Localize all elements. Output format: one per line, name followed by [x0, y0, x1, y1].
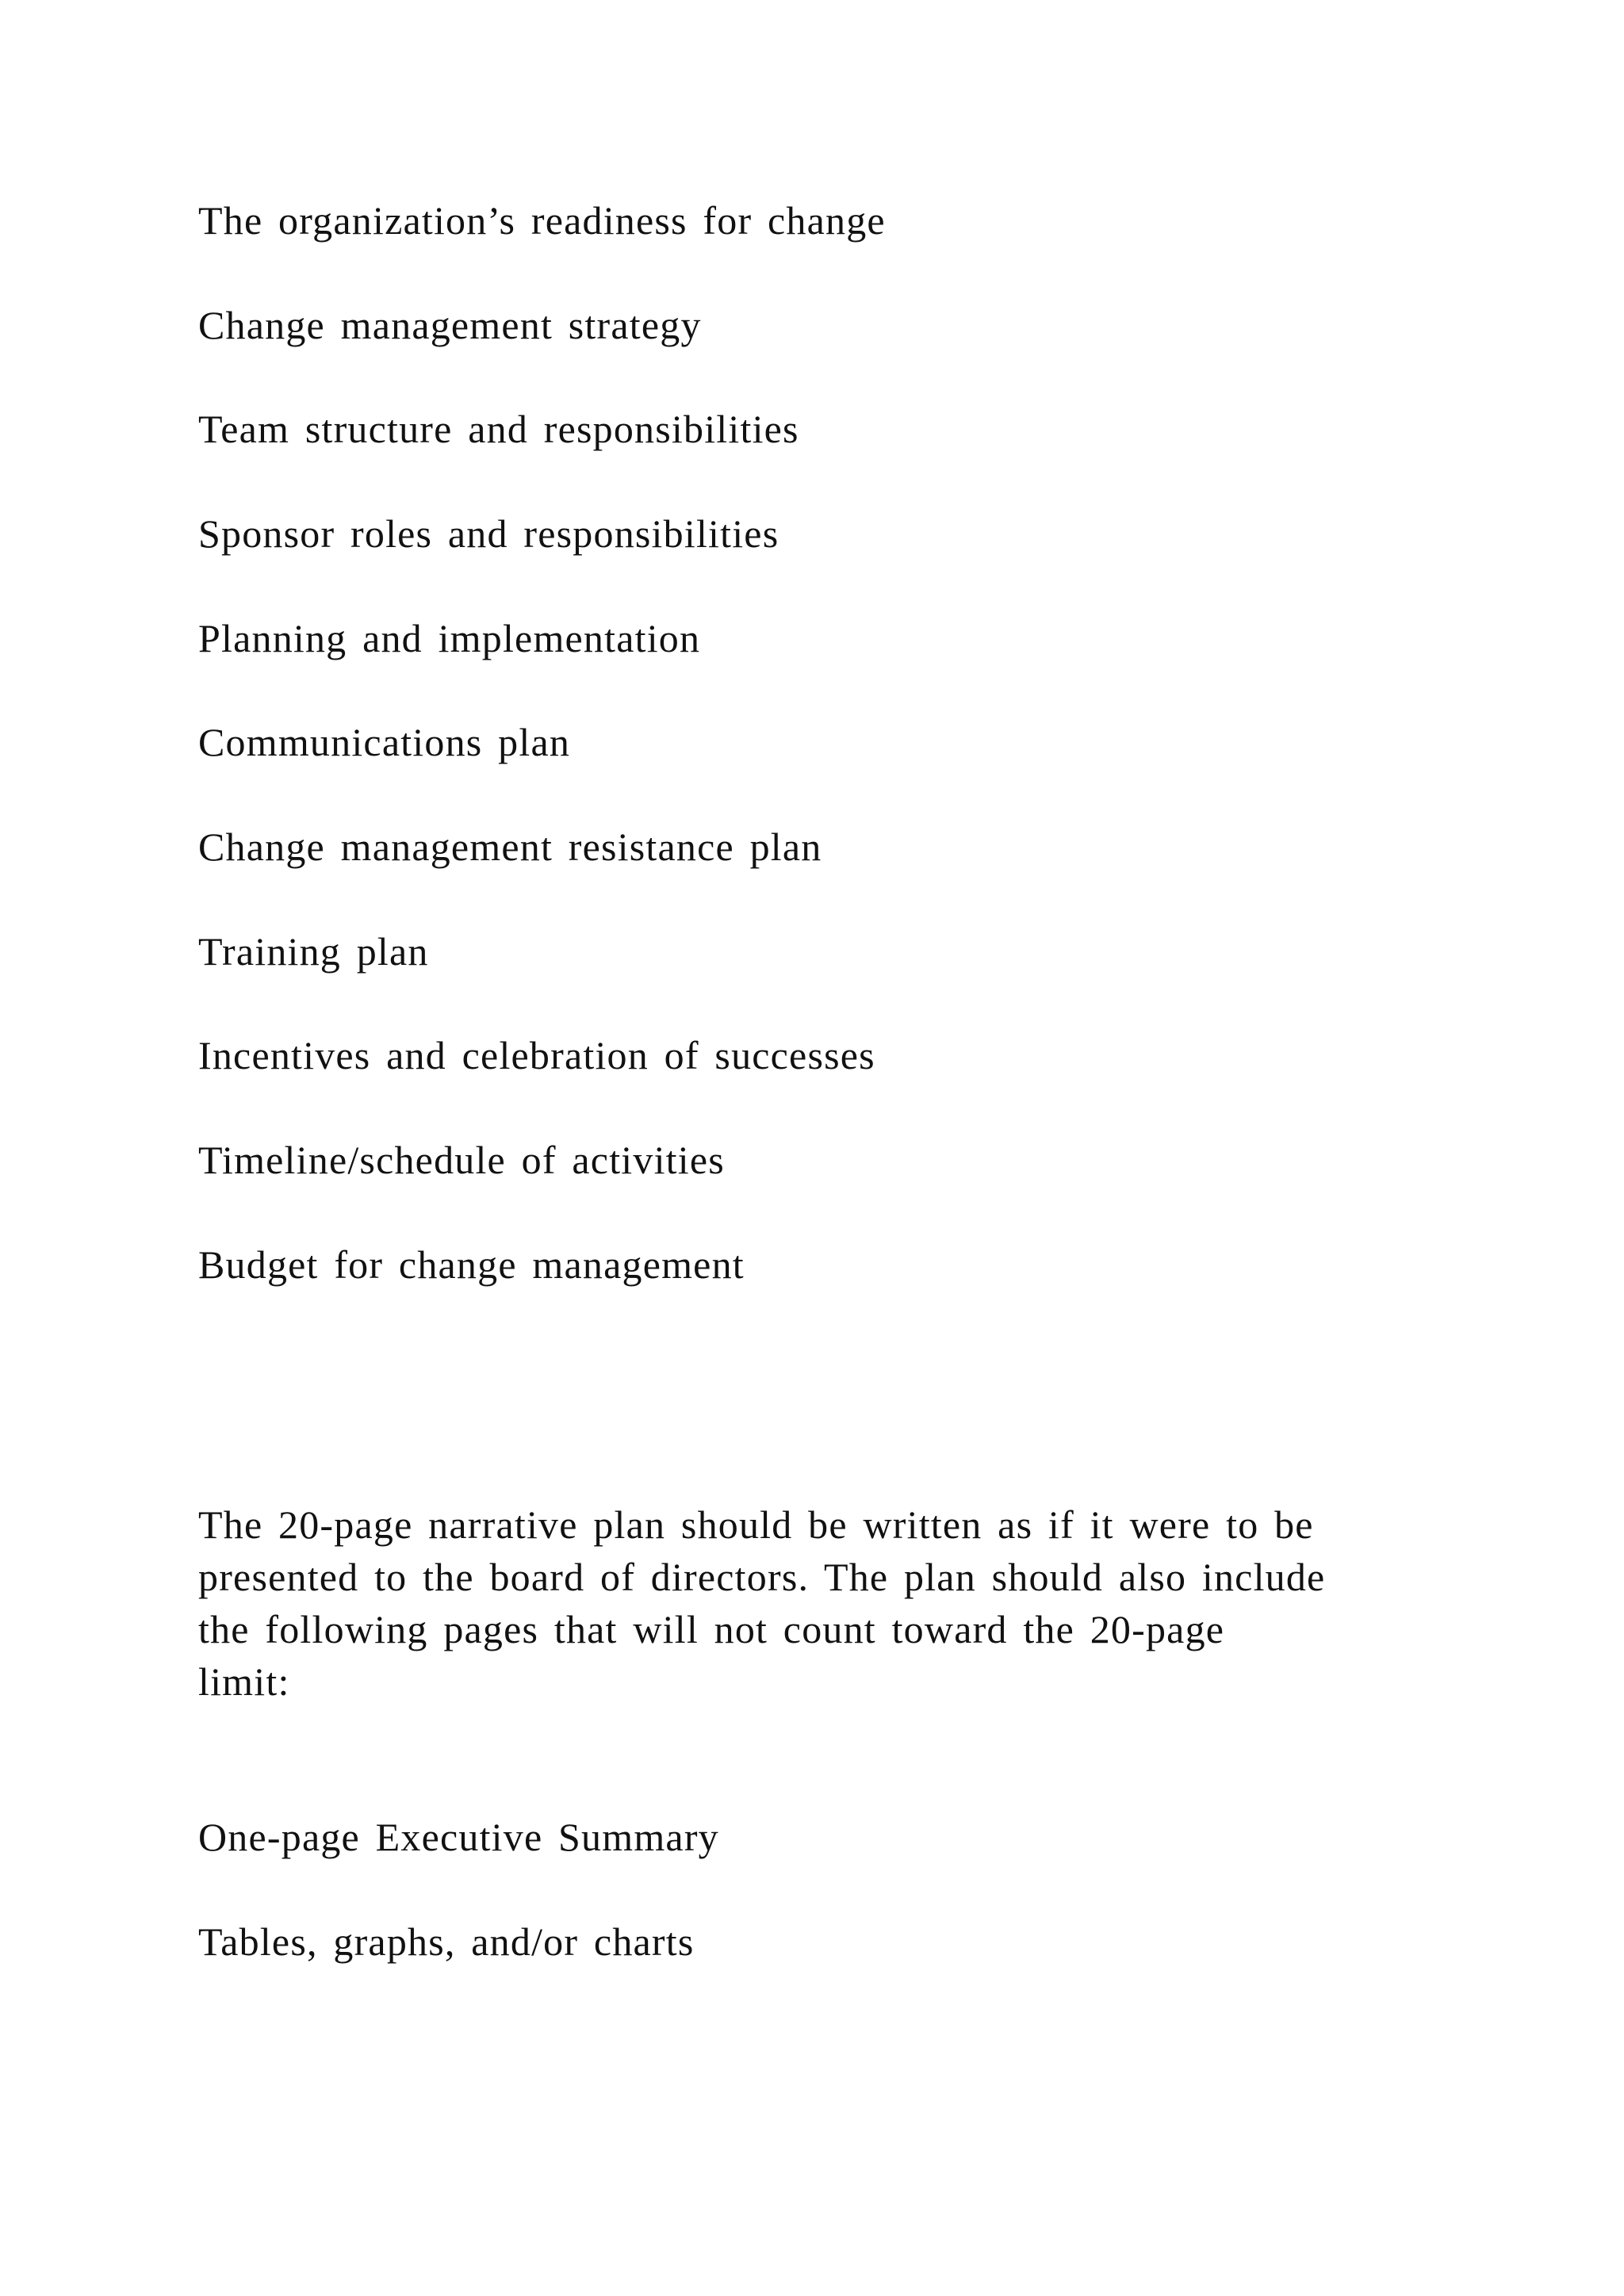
list-item-sponsor-roles: Sponsor roles and responsibilities — [198, 511, 779, 556]
list-item-training: Training plan — [198, 929, 429, 974]
list-item-timeline: Timeline/schedule of activities — [198, 1138, 725, 1182]
list-item-resistance-plan: Change management resistance plan — [198, 825, 822, 869]
list-item-team-structure: Team structure and responsibilities — [198, 407, 799, 451]
list-item-executive-summary: One-page Executive Summary — [198, 1815, 719, 1859]
list-item-readiness: The organization’s readiness for change — [198, 198, 886, 243]
list-item-tables-graphs: Tables, graphs, and/or charts — [198, 1919, 695, 1964]
paragraph-line: the following pages that will not count toward the 20-page — [198, 1607, 1225, 1651]
paragraph-line: limit: — [198, 1659, 290, 1704]
narrative-paragraph — [198, 1498, 1435, 1708]
list-item-incentives: Incentives and celebration of successes — [198, 1033, 875, 1077]
paragraph-line: presented to the board of directors. The plan should also include — [198, 1555, 1326, 1599]
list-item-strategy: Change management strategy — [198, 303, 702, 347]
list-item-communications: Communications plan — [198, 720, 571, 764]
paragraph-line: The 20-page narrative plan should be written as if it were to be — [198, 1502, 1314, 1547]
list-item-budget: Budget for change management — [198, 1242, 745, 1287]
list-item-planning: Planning and implementation — [198, 616, 701, 660]
